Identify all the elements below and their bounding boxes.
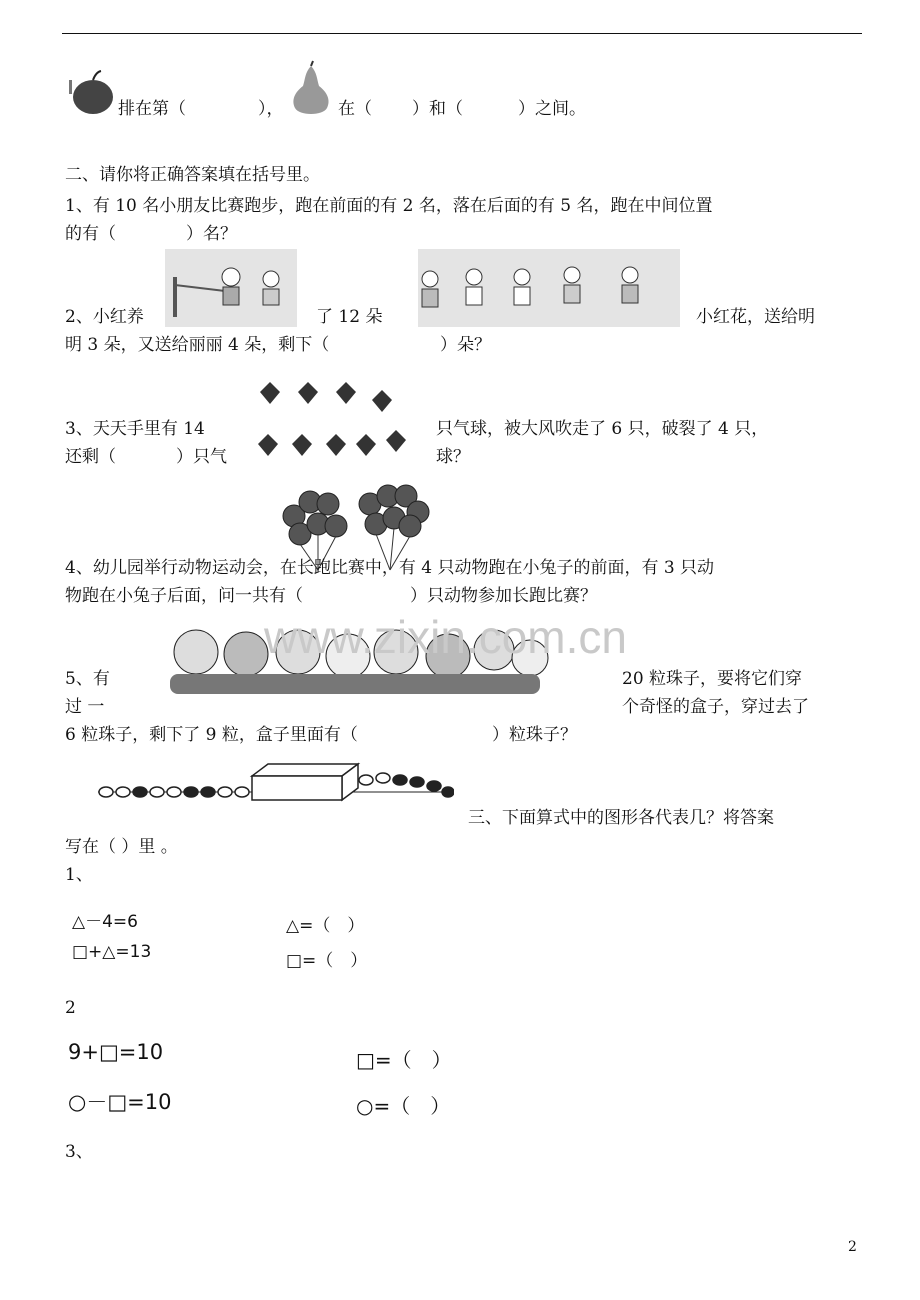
q1-text-and: ）和（ [412,99,463,119]
eq-group-1-number: 1、 [65,865,93,885]
p2-end: 小红花，送给明 [696,307,815,327]
p5-line2-end: 个奇怪的盒子，穿过去了 [622,697,809,717]
section3-heading-line2: 写在（ ）里 。 [65,837,178,857]
p5-line2: 过 一 [65,697,105,717]
p3-start: 3、天天手里有 14 [65,419,205,439]
eq-group-2-number: 2 [65,998,76,1018]
eq1-triangle-minus: △－4=6 [72,912,138,932]
p4-line1: 4、幼儿园举行动物运动会，在长跑比赛中，有 4 只动物跑在小兔子的前面，有 3 只动 [65,558,715,578]
p4-line2-end: ）只动物参加长跑比赛？ [410,586,597,606]
answer2-square: □=（ ） [356,1048,452,1072]
running-kids-image-right [418,249,680,327]
p2-start: 2、小红养 [65,307,144,327]
page-number: 2 [848,1239,857,1255]
answer1-square: □=（ ） [286,951,368,971]
header-rule [62,33,862,34]
p5-line3-end: ）粒珠子？ [492,725,577,745]
p3-line2-end: 球？ [436,447,470,467]
p5-end: 20 粒珠子，要将它们穿 [622,669,803,689]
answer2-circle: ○=（ ） [356,1094,451,1118]
eq2-circle-minus-square: ○－□=10 [68,1090,172,1114]
p5-start: 5、有 [65,669,110,689]
q1-text-rank: 排在第（ [118,99,186,119]
p5-line3: 6 粒珠子，剩下了 9 粒，盒子里面有（ [65,725,358,745]
q1-text-between: 在（ [338,99,372,119]
answer1-triangle: △=（ ） [286,916,365,936]
p3-line2b: ）只气 [176,447,227,467]
section2-heading: 二、请你将正确答案填在括号里。 [65,165,320,185]
eq2-nine-plus-square: 9+□=10 [68,1040,164,1064]
p2-line2: 明 3 朵，又送给丽丽 4 朵，剩下（ [65,335,330,355]
p3-middle: 只气球，被大风吹走了 6 只，破裂了 4 只， [436,419,769,439]
apple-image [66,68,116,118]
flowers-image [256,378,416,476]
p1-line2-end: ）名？ [186,224,237,244]
beads-box-image [96,758,454,806]
pear-image [288,60,334,118]
eq-group-3-number: 3、 [65,1142,93,1162]
running-kids-image-left [165,249,297,327]
p3-line2: 还剩（ [65,447,116,467]
eq1-square-plus-triangle: □+△=13 [72,942,152,962]
p1-line2: 的有（ [65,224,116,244]
p1-line1: 1、有 10 名小朋友比赛跑步，跑在前面的有 2 名，落在后面的有 5 名，跑在中间位置 [65,196,713,216]
q1-text-end: ）之间。 [518,99,586,119]
p2-line2-end: ）朵？ [440,335,491,355]
q1-text-comma: ）， [258,99,284,119]
p2-middle: 了 12 朵 [316,307,383,327]
section3-heading: 三、下面算式中的图形各代表几？将答案 [468,808,774,828]
p4-line2: 物跑在小兔子后面，问一共有（ [65,586,303,606]
watermark-text: www.zixin.com.cn [264,611,627,663]
